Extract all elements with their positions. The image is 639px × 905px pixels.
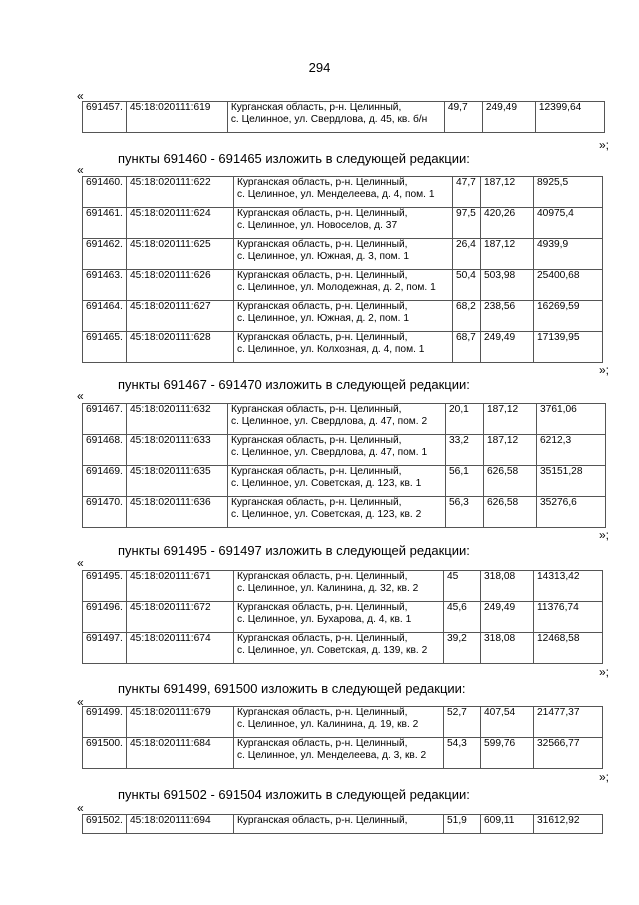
rate-value-cell: 503,98 (481, 270, 534, 301)
row-number-cell: 691460. (83, 177, 127, 208)
total-value-cell: 17139,95 (534, 332, 603, 363)
address-line-street: с. Целинное, ул. Молодежная, д. 2, пом. 1 (237, 282, 436, 293)
address-cell (228, 497, 446, 528)
address-line-region: Курганская область, р-н. Целинный, (231, 404, 402, 415)
rate-value-cell: 249,49 (482, 102, 535, 133)
address-cell (234, 177, 453, 208)
address-cell (234, 208, 453, 239)
instruction-block-4: пункты 691499, 691500 изложить в следующей редакции: (118, 681, 466, 696)
table-row (83, 602, 603, 633)
address-line-region: Курганская область, р-н. Целинный, (237, 815, 408, 826)
address-cell (228, 466, 446, 497)
row-number-cell: 691468. (83, 435, 127, 466)
table-row (83, 270, 603, 301)
closing-quote: »; (599, 528, 610, 542)
table-block-2 (82, 403, 606, 528)
instruction-block-1: пункты 691460 - 691465 изложить в следующей редакции: (118, 151, 470, 166)
instruction-block-2: пункты 691467 - 691470 изложить в следующей редакции: (118, 377, 470, 392)
row-number-cell: 691502. (83, 815, 127, 834)
table-block-5 (82, 814, 603, 834)
address-cell (228, 435, 446, 466)
table-row (83, 738, 603, 769)
cadastral-number-cell: 45:18:020111:636 (127, 497, 228, 528)
closing-quote: »; (599, 138, 610, 152)
table-block-1 (82, 176, 603, 363)
area-value-cell: 20,1 (446, 404, 484, 435)
address-line-street: с. Целинное, ул. Новоселов, д. 37 (237, 220, 398, 231)
instruction-block-3: пункты 691495 - 691497 изложить в следующей редакции: (118, 543, 470, 558)
table-row (83, 332, 603, 363)
area-value-cell: 68,2 (453, 301, 481, 332)
row-number-cell: 691497. (83, 633, 127, 664)
cadastral-number-cell: 45:18:020111:684 (127, 738, 234, 769)
address-line-region: Курганская область, р-н. Целинный, (237, 177, 408, 188)
rate-value-cell: 407,54 (481, 707, 534, 738)
address-cell (227, 102, 444, 133)
opening-quote: « (77, 389, 84, 403)
address-line-region: Курганская область, р-н. Целинный, (237, 208, 408, 219)
address-cell (234, 301, 453, 332)
table-block-3 (82, 570, 603, 664)
total-value-cell: 21477,37 (534, 707, 603, 738)
closing-quote: »; (599, 770, 610, 784)
page-number: 294 (308, 60, 331, 75)
table-row (83, 497, 606, 528)
total-value-cell: 4939,9 (534, 239, 603, 270)
address-line-street: с. Целинное, ул. Менделеева, д. 4, пом. 1 (237, 189, 435, 200)
table-row (83, 102, 605, 133)
total-value-cell: 11376,74 (534, 602, 603, 633)
area-value-cell: 56,1 (446, 466, 484, 497)
rate-value-cell: 249,49 (481, 602, 534, 633)
rate-value-cell: 187,12 (481, 177, 534, 208)
address-cell (234, 815, 444, 834)
row-number-cell: 691496. (83, 602, 127, 633)
address-line-street: с. Целинное, ул. Свердлова, д. 45, кв. б/н (230, 114, 428, 125)
opening-quote: « (77, 556, 84, 570)
address-line-region: Курганская область, р-н. Целинный, (237, 707, 408, 718)
row-number-cell: 691495. (83, 571, 127, 602)
area-value-cell: 51,9 (444, 815, 481, 834)
cadastral-number-cell: 45:18:020111:633 (127, 435, 228, 466)
area-value-cell: 52,7 (444, 707, 481, 738)
address-cell (228, 404, 446, 435)
opening-quote: « (77, 695, 84, 709)
address-line-region: Курганская область, р-н. Целинный, (237, 301, 408, 312)
closing-quote: »; (599, 363, 610, 377)
address-line-street: с. Целинное, ул. Советская, д. 123, кв. 2 (231, 509, 422, 520)
address-line-street: с. Целинное, ул. Калинина, д. 19, кв. 2 (237, 719, 419, 730)
address-cell (234, 707, 444, 738)
address-line-region: Курганская область, р-н. Целинный, (231, 466, 402, 477)
address-line-street: с. Целинное, ул. Колхозная, д. 4, пом. 1 (237, 344, 425, 355)
rate-value-cell: 187,12 (481, 239, 534, 270)
cadastral-number-cell: 45:18:020111:625 (127, 239, 234, 270)
area-value-cell: 45 (444, 571, 481, 602)
address-line-region: Курганская область, р-н. Целинный, (237, 633, 408, 644)
area-value-cell: 50,4 (453, 270, 481, 301)
cadastral-number-cell: 45:18:020111:694 (127, 815, 234, 834)
table-row (83, 404, 606, 435)
area-value-cell: 39,2 (444, 633, 481, 664)
row-number-cell: 691469. (83, 466, 127, 497)
address-line-region: Курганская область, р-н. Целинный, (237, 738, 408, 749)
cadastral-number-cell: 45:18:020111:624 (127, 208, 234, 239)
address-line-region: Курганская область, р-н. Целинный, (230, 102, 402, 113)
opening-quote: « (77, 163, 84, 177)
address-line-street: с. Целинное, ул. Южная, д. 2, пом. 1 (237, 313, 409, 324)
address-line-street: с. Целинное, ул. Южная, д. 3, пом. 1 (237, 251, 409, 262)
address-line-street: с. Целинное, ул. Свердлова, д. 47, пом. 1 (231, 447, 428, 458)
address-line-street: с. Целинное, ул. Бухарова, д. 4, кв. 1 (237, 614, 412, 625)
cadastral-number-cell: 45:18:020111:672 (127, 602, 234, 633)
address-line-region: Курганская область, р-н. Целинный, (231, 497, 402, 508)
address-cell (234, 738, 444, 769)
total-value-cell: 35151,28 (537, 466, 606, 497)
rate-value-cell: 187,12 (484, 435, 537, 466)
address-cell (234, 270, 453, 301)
cadastral-number-cell: 45:18:020111:635 (127, 466, 228, 497)
cadastral-number-cell: 45:18:020111:679 (127, 707, 234, 738)
rate-value-cell: 318,08 (481, 571, 534, 602)
address-line-street: с. Целинное, ул. Советская, д. 139, кв. 2 (237, 645, 428, 656)
rate-value-cell: 238,56 (481, 301, 534, 332)
rate-value-cell: 187,12 (484, 404, 537, 435)
row-number-cell: 691470. (83, 497, 127, 528)
area-value-cell: 49,7 (444, 102, 482, 133)
total-value-cell: 32566,77 (534, 738, 603, 769)
cadastral-number-cell: 45:18:020111:632 (127, 404, 228, 435)
table-block-4 (82, 706, 603, 769)
address-line-region: Курганская область, р-н. Целинный, (237, 239, 408, 250)
cadastral-number-cell: 45:18:020111:622 (127, 177, 234, 208)
area-value-cell: 47,7 (453, 177, 481, 208)
table-row (83, 208, 603, 239)
table-block-0 (82, 101, 605, 133)
address-cell (234, 571, 444, 602)
area-value-cell: 97,5 (453, 208, 481, 239)
total-value-cell: 3761,06 (537, 404, 606, 435)
table-row (83, 571, 603, 602)
table-row (83, 239, 603, 270)
total-value-cell: 16269,59 (534, 301, 603, 332)
rate-value-cell: 318,08 (481, 633, 534, 664)
table-row (83, 466, 606, 497)
cadastral-number-cell: 45:18:020111:671 (127, 571, 234, 602)
table-row (83, 301, 603, 332)
table-row (83, 633, 603, 664)
area-value-cell: 56,3 (446, 497, 484, 528)
row-number-cell: 691461. (83, 208, 127, 239)
address-line-region: Курганская область, р-н. Целинный, (237, 270, 408, 281)
rate-value-cell: 249,49 (481, 332, 534, 363)
total-value-cell: 12399,64 (535, 102, 604, 133)
opening-quote: « (77, 89, 84, 103)
total-value-cell: 6212,3 (537, 435, 606, 466)
cadastral-number-cell: 45:18:020111:674 (127, 633, 234, 664)
cadastral-number-cell: 45:18:020111:628 (127, 332, 234, 363)
total-value-cell: 25400,68 (534, 270, 603, 301)
row-number-cell: 691467. (83, 404, 127, 435)
rate-value-cell: 420,26 (481, 208, 534, 239)
row-number-cell: 691465. (83, 332, 127, 363)
instruction-block-5: пункты 691502 - 691504 изложить в следующей редакции: (118, 787, 470, 802)
cadastral-number-cell: 45:18:020111:627 (127, 301, 234, 332)
address-line-street: с. Целинное, ул. Калинина, д. 32, кв. 2 (237, 583, 419, 594)
address-line-street: с. Целинное, ул. Советская, д. 123, кв. 1 (231, 478, 422, 489)
row-number-cell: 691457. (83, 102, 127, 133)
address-line-region: Курганская область, р-н. Целинный, (237, 602, 408, 613)
row-number-cell: 691462. (83, 239, 127, 270)
address-line-street: с. Целинное, ул. Свердлова, д. 47, пом. 2 (231, 416, 428, 427)
total-value-cell: 31612,92 (534, 815, 603, 834)
table-row (83, 177, 603, 208)
rate-value-cell: 626,58 (484, 466, 537, 497)
rate-value-cell: 599,76 (481, 738, 534, 769)
row-number-cell: 691464. (83, 301, 127, 332)
closing-quote: »; (599, 665, 610, 679)
rate-value-cell: 626,58 (484, 497, 537, 528)
address-cell (234, 633, 444, 664)
total-value-cell: 8925,5 (534, 177, 603, 208)
row-number-cell: 691500. (83, 738, 127, 769)
total-value-cell: 40975,4 (534, 208, 603, 239)
address-line-region: Курганская область, р-н. Целинный, (231, 435, 402, 446)
address-cell (234, 602, 444, 633)
row-number-cell: 691463. (83, 270, 127, 301)
area-value-cell: 45,6 (444, 602, 481, 633)
area-value-cell: 33,2 (446, 435, 484, 466)
address-cell (234, 332, 453, 363)
rate-value-cell: 609,11 (481, 815, 534, 834)
area-value-cell: 26,4 (453, 239, 481, 270)
address-line-street: с. Целинное, ул. Менделеева, д. 3, кв. 2 (237, 750, 427, 761)
row-number-cell: 691499. (83, 707, 127, 738)
table-row (83, 815, 603, 834)
opening-quote: « (77, 801, 84, 815)
total-value-cell: 12468,58 (534, 633, 603, 664)
area-value-cell: 54,3 (444, 738, 481, 769)
cadastral-number-cell: 45:18:020111:626 (127, 270, 234, 301)
table-row (83, 707, 603, 738)
total-value-cell: 14313,42 (534, 571, 603, 602)
table-row (83, 435, 606, 466)
address-line-region: Курганская область, р-н. Целинный, (237, 332, 408, 343)
total-value-cell: 35276,6 (537, 497, 606, 528)
address-line-region: Курганская область, р-н. Целинный, (237, 571, 408, 582)
cadastral-number-cell: 45:18:020111:619 (126, 102, 227, 133)
area-value-cell: 68,7 (453, 332, 481, 363)
address-cell (234, 239, 453, 270)
